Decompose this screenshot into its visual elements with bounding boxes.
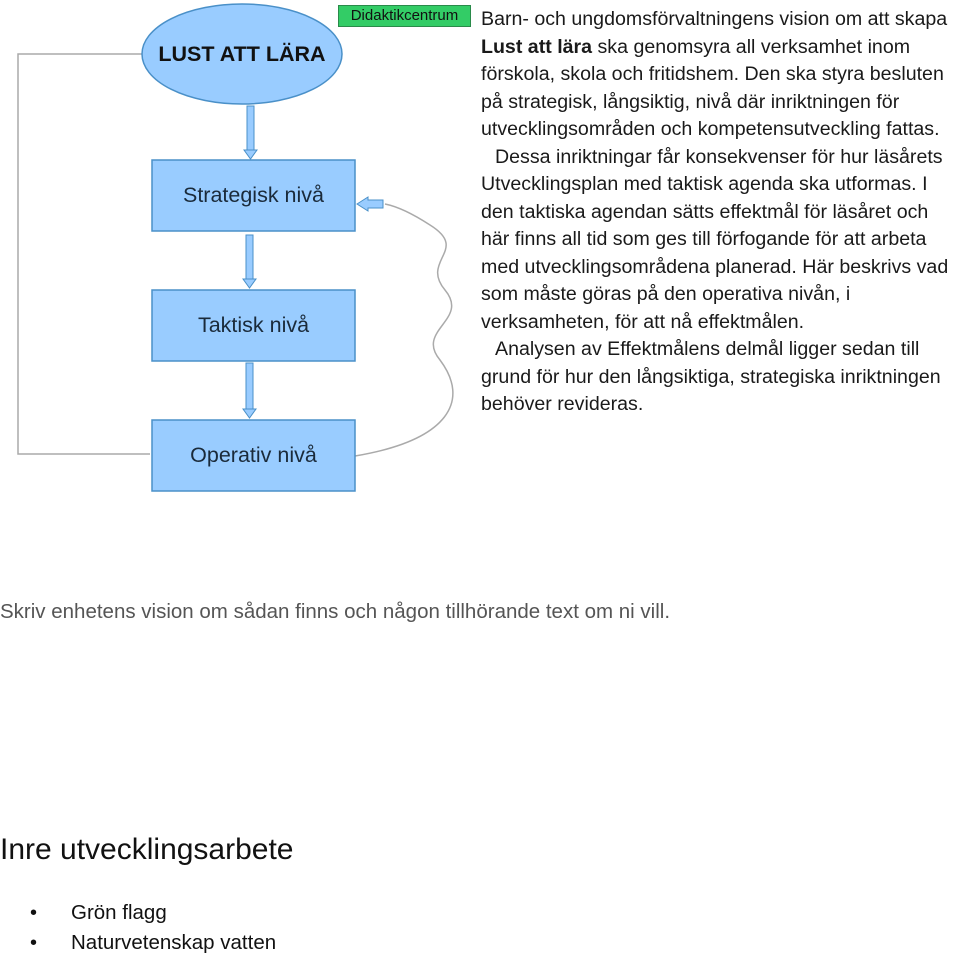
down-arrow-1 [244,106,257,159]
feedback-connector-left [18,54,150,454]
didaktikcentrum-badge: Didaktikcentrum [338,5,471,27]
list-item: • Naturvetenskap vatten [30,928,276,958]
vision-text [481,6,960,419]
node-taktisk-label: Taktisk nivå [197,313,310,337]
down-arrow-2 [243,235,256,288]
list-item: • Grön flagg [30,898,276,928]
section-heading: Inre utvecklingsarbete [0,833,294,866]
vision-paragraph-1 [481,6,960,144]
vision-p1-intro: Barn- och ungdomsförvaltningens vision om att skapa [481,8,948,30]
vision-paragraph-3: Analysen av Effektmålens delmål ligger sedan till grund för hur den långsiktiga, strategiska inriktningen behöver revideras. [481,338,941,415]
bullet-list [30,898,276,958]
node-lust-att-lara-label: LUST ATT LÄRA [158,41,326,66]
vision-p1-rest: ska genomsyra all verksamhet inom förskola, skola och fritidshem. Den ska styra besluten på strategisk, långsiktig, nivå där inriktningen för utvecklingsområden och kompetensutveckling fattas. [481,35,944,140]
loop-arrowhead-right [357,197,383,211]
node-strategisk-label: Strategisk nivå [182,183,324,207]
vision-p1-bold: Lust att lära [481,35,593,58]
down-arrow-3 [243,363,256,418]
instruction-text: Skriv enhetens vision om sådan finns och någon tillhörande text om ni vill. [0,600,671,623]
loop-connector-right [355,204,453,456]
node-operativ-label: Operativ nivå [190,443,317,467]
vision-paragraph-2: Dessa inriktningar får konsekvenser för hur läsårets Utvecklingsplan med taktisk agenda ska utformas. I den taktiska agendan sätts effektmål för läsåret och här finns all tid som ges till förfogande för att arbeta med utvecklingsområdena planerad. Här beskrivs vad som måste göras på den operativa nivån, i verksamheten, för att nå effektmålen. [481,145,949,333]
